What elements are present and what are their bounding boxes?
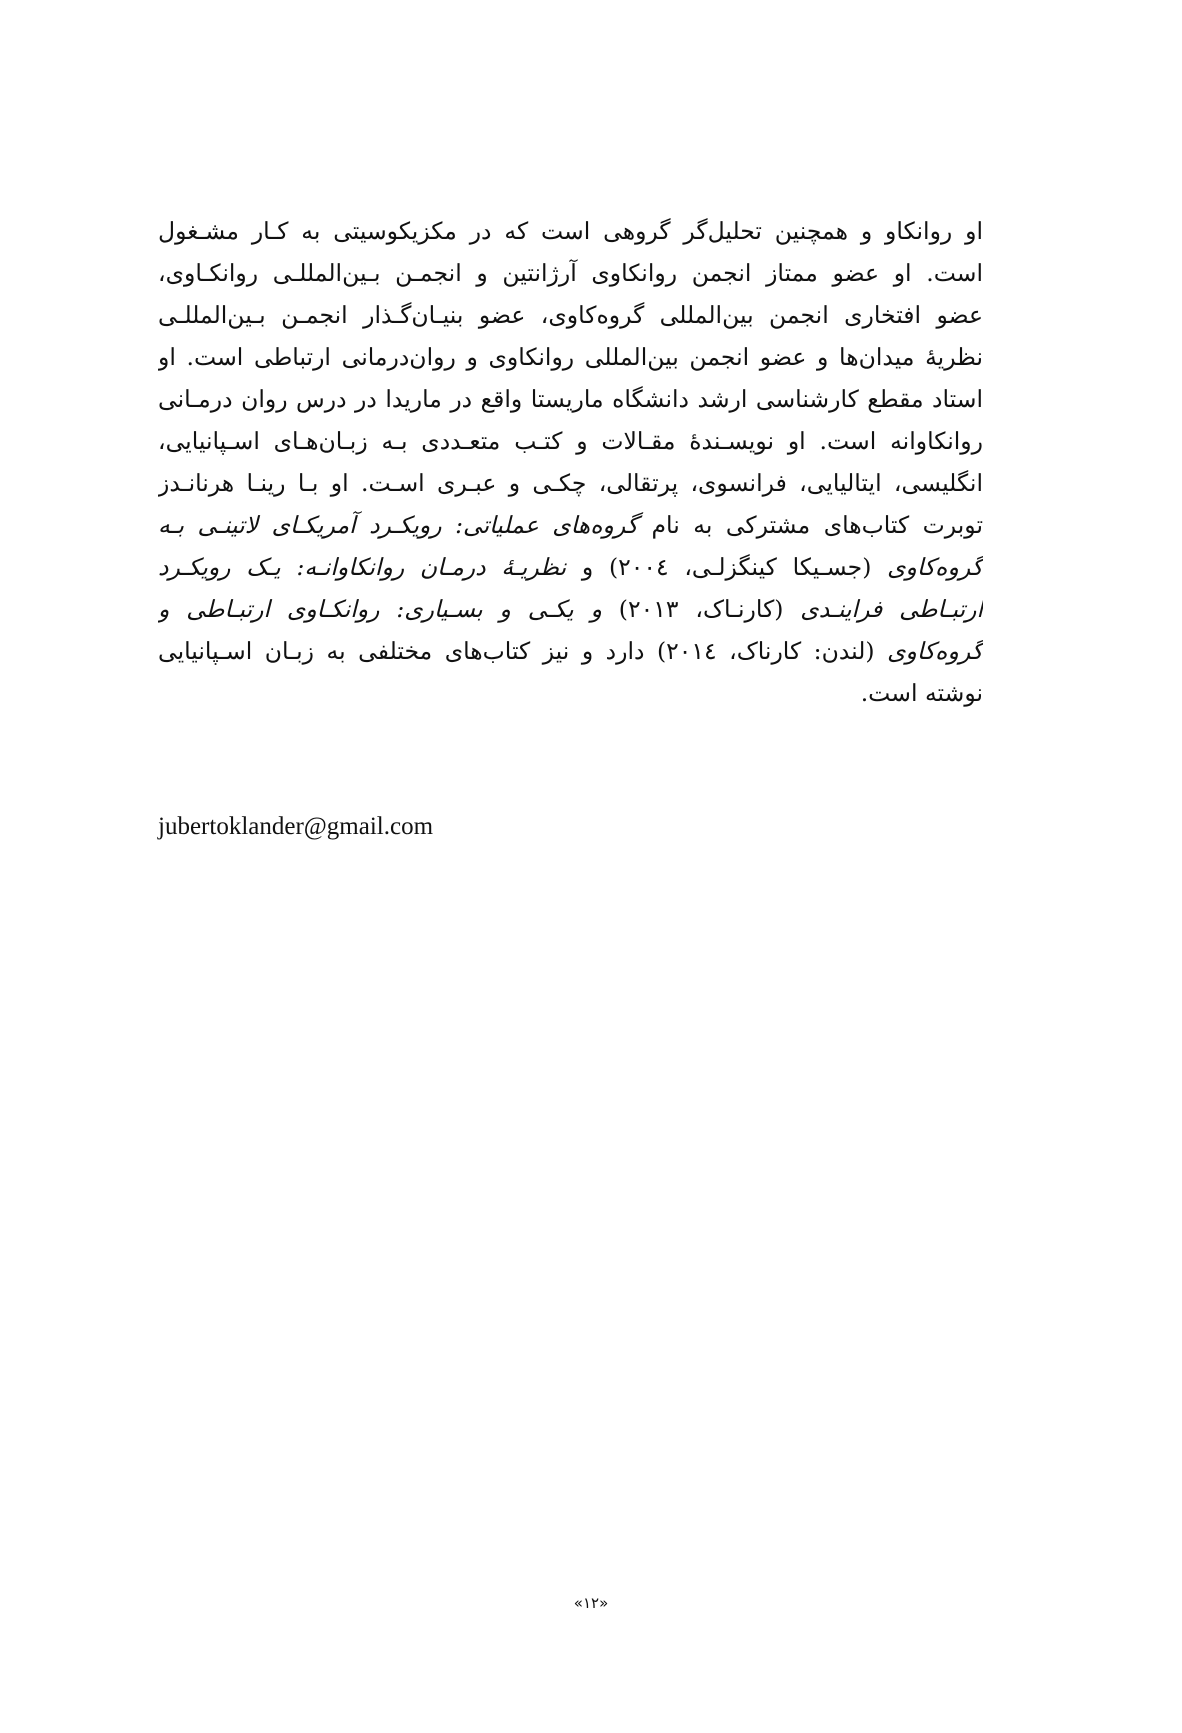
body-text: روانکاوانه است. او نویسـندهٔ مقـالات و کتـب متعـددی بـه زبـان‌هـای اسـپانیایی،: [158, 427, 983, 455]
body-text: (لندن: کارناک، ۲۰۱٤) دارد و نیز کتاب‌های مختلفی به زبـان اسـپانیایی: [158, 637, 888, 665]
paragraph-line: [158, 252, 983, 294]
author-email: jubertoklander@gmail.com: [158, 813, 434, 840]
paragraph-line: [158, 630, 983, 672]
body-text: توبرت کتاب‌های مشترکی به نام: [638, 511, 983, 539]
paragraph-line: [158, 210, 983, 252]
body-text: (جسـیکا کینگزلـی، ۲۰۰٤) و: [566, 553, 888, 581]
paragraph-line: [158, 672, 983, 714]
page-number: «۱۲»: [573, 1594, 609, 1612]
paragraph-line: [158, 588, 983, 630]
paragraph-line: [158, 462, 983, 504]
italic-title-text: گروه‌کاوی: [887, 553, 983, 581]
body-text: عضو افتخاری انجمن بین‌المللی گروه‌کاوی، عضو بنیـان‌گـذار انجمـن بـین‌المللـی: [158, 301, 983, 329]
italic-title-text: و یکـی و بسـیاری: روانکـاوی ارتبـاطی و: [158, 595, 602, 623]
paragraph-line: [158, 336, 983, 378]
paragraph-line: [158, 294, 983, 336]
body-text: نوشته است.: [860, 679, 983, 707]
body-text: است. او عضو ممتاز انجمن روانکاوی آرژانتین و انجمـن بـین‌المللـی روانکـاوی،: [158, 259, 983, 287]
paragraph-line: [158, 504, 983, 546]
body-text: استاد مقطع کارشناسی ارشد دانشگاه ماریستا واقع در ماریدا در درس روان درمـانی: [158, 385, 983, 413]
italic-title-text: گروه‌های عملیاتی: رویکـرد آمریکـای لاتینـی بـه: [158, 511, 639, 539]
body-text: (کارنـاک، ۲۰۱۳): [601, 595, 801, 623]
italic-title-text: ارتبـاطی فراینـدی: [800, 595, 983, 623]
body-text: نظریهٔ میدان‌ها و عضو انجمن بین‌المللی روانکاوی و روان‌درمانی ارتباطی است. او: [158, 343, 983, 371]
body-text: او روانکاو و همچنین تحلیل‌گر گروهی است که در مکزیکوسیتی به کـار مشـغول: [158, 217, 983, 245]
paragraph-line: [158, 378, 983, 420]
paragraph-line: [158, 546, 983, 588]
italic-title-text: نظریـهٔ درمـان روانکاوانـه: یـک رویکـرد: [158, 553, 567, 581]
italic-title-text: گروه‌کاوی: [887, 637, 983, 665]
paragraph-line: [158, 420, 983, 462]
body-text: انگلیسی، ایتالیایی، فرانسوی، پرتقالی، چکـی و عبـری اسـت. او بـا رینـا هرنانـدز: [158, 469, 983, 497]
biography-paragraph: [158, 210, 983, 714]
